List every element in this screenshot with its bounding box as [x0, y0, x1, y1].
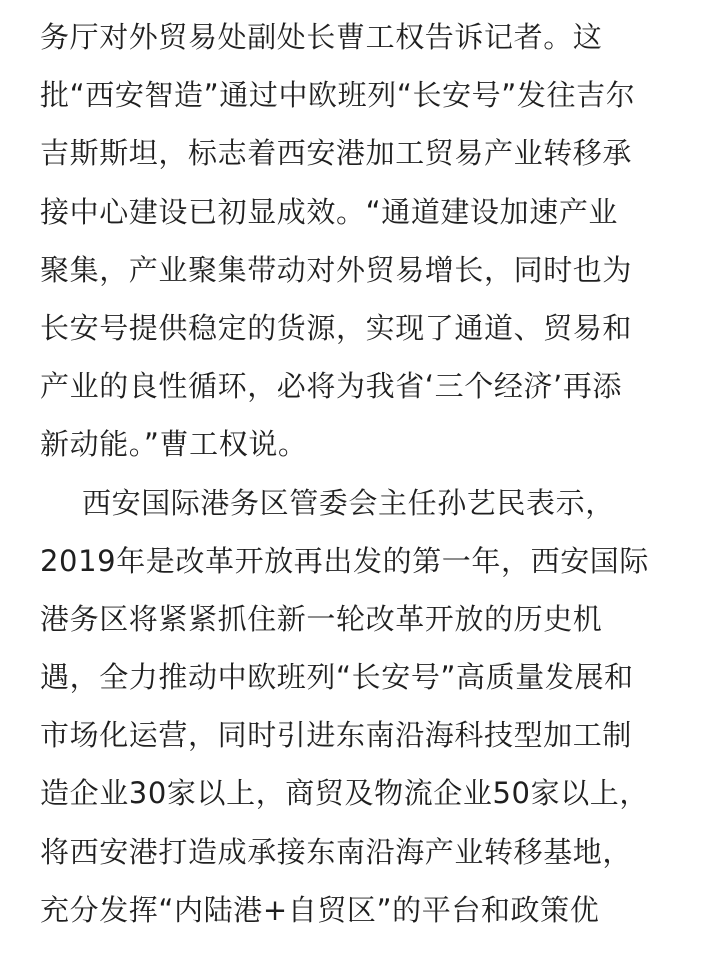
- text-line: 批“西安智造”通过中欧班列“长安号”发往吉尔: [40, 78, 636, 113]
- text-line: 新动能。”曹工权说。: [40, 427, 308, 462]
- text-line: 吉斯斯坦，标志着西安港加工贸易产业转移承: [40, 136, 633, 171]
- text-line: 产业的良性循环，必将为我省‘三个经济’再添: [40, 369, 623, 404]
- text-line: 造企业30家以上，商贸及物流企业50家以上，: [40, 776, 650, 811]
- paragraph-start-line: 西安国际港务区管委会主任孙艺民表示，: [82, 485, 615, 520]
- text-line: 长安号提供稳定的货源，实现了通道、贸易和: [40, 310, 633, 345]
- text-line: 遇，全力推动中欧班列“长安号”高质量发展和: [40, 660, 634, 695]
- text-line: 港务区将紧紧抓住新一轮改革开放的历史机: [40, 601, 603, 636]
- text-line: 充分发挥“内陆港+自贸区”的平台和政策优: [40, 892, 600, 927]
- text-line: 2019年是改革开放再出发的第一年，西安国际: [40, 543, 650, 578]
- text-line: 将西安港打造成承接东南沿海产业转移基地，: [40, 834, 633, 869]
- text-line: 市场化运营，同时引进东南沿海科技型加工制: [40, 718, 633, 753]
- article-body: [40, 8, 690, 939]
- text-line: 聚集，产业聚集带动对外贸易增长，同时也为: [40, 252, 633, 287]
- text-line: 务厅对外贸易处副处长曹工权告诉记者。这: [40, 20, 603, 54]
- text-line: 接中心建设已初显成效。“通道建设加速产业: [40, 194, 619, 229]
